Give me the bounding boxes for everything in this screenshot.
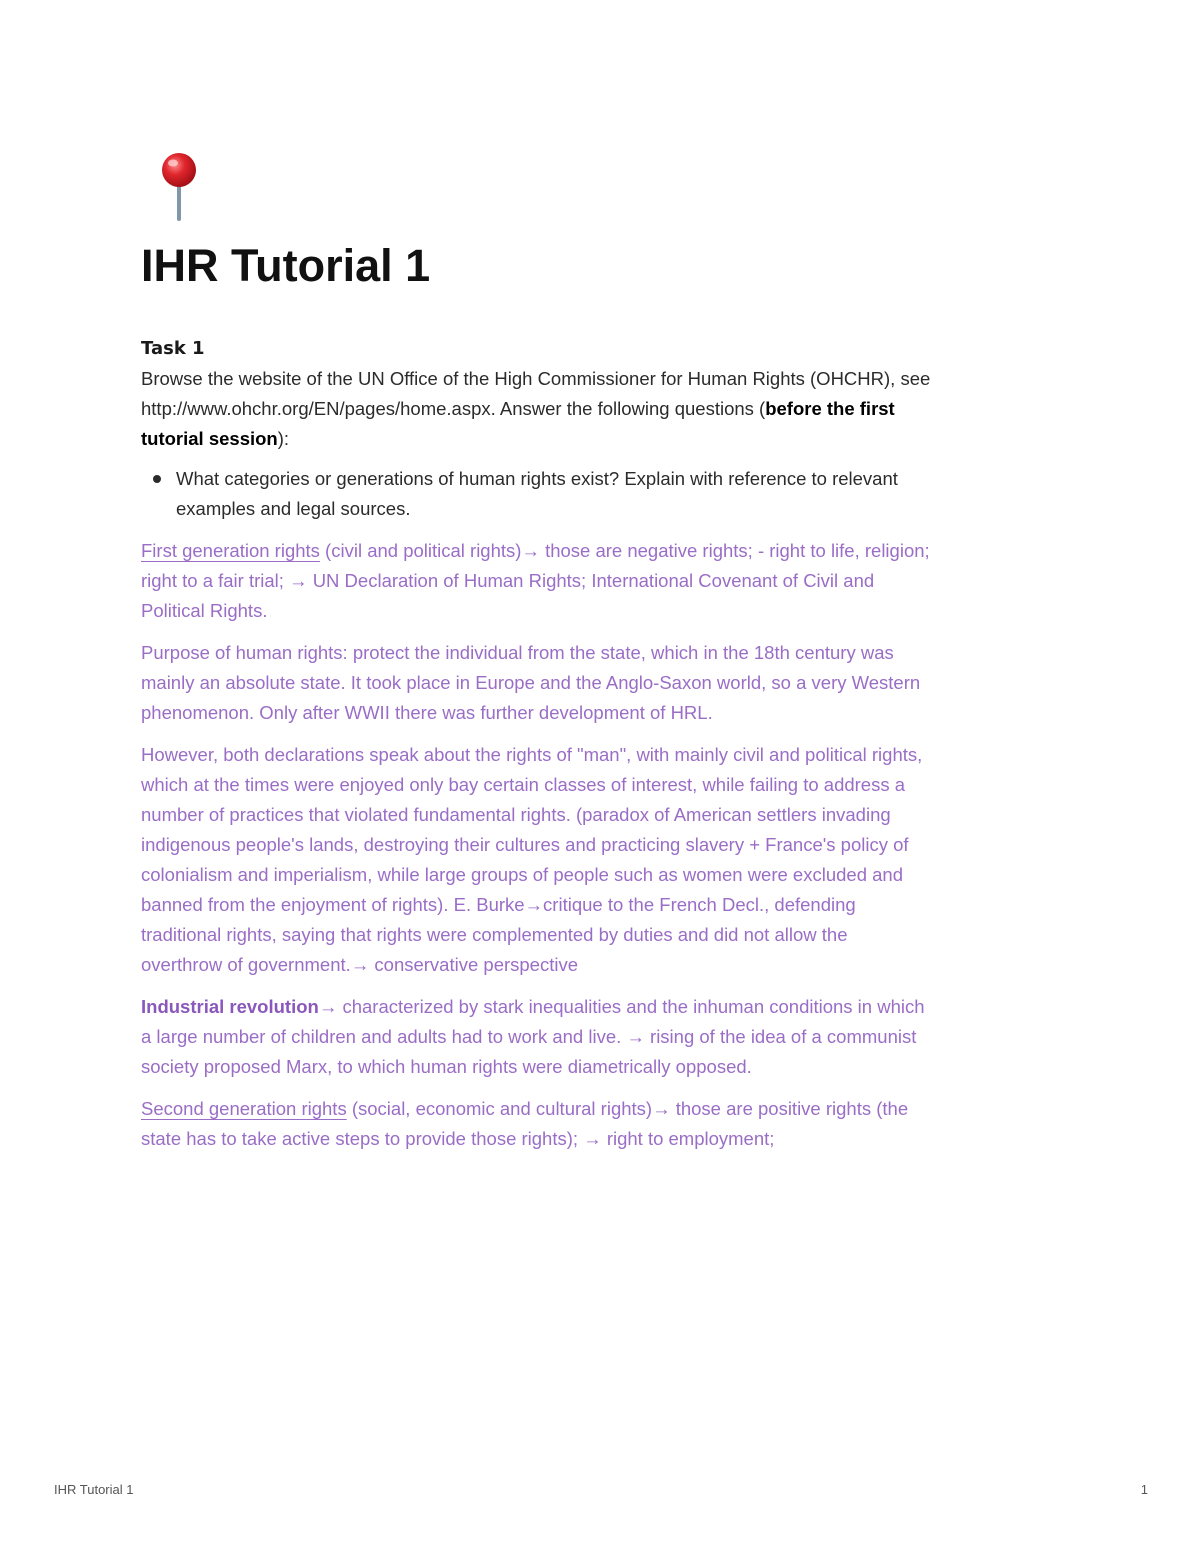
industrial-revolution-text: → characterized by stark inequalities and the inhuman conditions in which a large number of children and adults had to work and live. → rising of the idea of a communist society proposed Marx, to which human rights were diametrically opposed. bbox=[141, 996, 925, 1077]
question-text: What categories or generations of human rights exist? Explain with reference to relevant examples and legal sources. bbox=[176, 468, 898, 519]
bullet-icon bbox=[153, 475, 161, 483]
pushpin-icon bbox=[141, 148, 221, 224]
second-generation-text: (social, economic and cultural rights)→ those are positive rights (the state has to take active steps to provide those rights); → right to employment; bbox=[141, 1098, 909, 1149]
footer-doc-title: IHR Tutorial 1 bbox=[54, 1482, 134, 1497]
note-industrial-revolution bbox=[141, 992, 931, 1082]
task-intro-emphasis: before the first tutorial session bbox=[141, 398, 895, 449]
first-generation-term: First generation rights bbox=[141, 540, 320, 561]
page-title: IHR Tutorial 1 bbox=[141, 240, 431, 291]
question-item bbox=[141, 464, 931, 524]
note-however: However, both declarations speak about the rights of "man", with mainly civil and political rights, which at the times were enjoyed only bay certain classes of interest, while failing to address a number of practices that violated fundamental rights. (paradox of American settlers invading indigenous people's lands, destroying their cultures and practicing slavery + France's policy of colonialism and imperialism, while large groups of people such as women were excluded and banned from the enjoyment of rights). E. Burke→critique to the French Decl., defending traditional rights, saying that rights were complemented by duties and did not allow the overthrow of government.→ conservative perspective bbox=[141, 744, 923, 975]
task-intro-end: ): bbox=[277, 428, 290, 449]
page-content bbox=[141, 148, 931, 1154]
first-generation-text: (civil and political rights)→ those are negative rights; - right to life, religion; right to a fair trial; → UN Declaration of Human Rights; International Covenant of Civil and Political Rights. bbox=[141, 540, 930, 621]
note-first-generation bbox=[141, 536, 931, 626]
footer-page-number: 1 bbox=[1140, 1482, 1148, 1497]
note-second-generation bbox=[141, 1094, 931, 1154]
question-list bbox=[141, 464, 931, 524]
task-intro bbox=[141, 364, 931, 454]
industrial-revolution-term: Industrial revolution bbox=[141, 996, 319, 1017]
note-purpose: Purpose of human rights: protect the individual from the state, which in the 18th century was mainly an absolute state. It took place in Europe and the Anglo-Saxon world, so a very Western phenomenon. Only after WWII there was further development of HRL. bbox=[141, 642, 921, 723]
task-heading: Task 1 bbox=[141, 338, 205, 359]
second-generation-term: Second generation rights bbox=[141, 1098, 347, 1119]
task-intro-text: Browse the website of the UN Office of the High Commissioner for Human Rights (OHCHR), see http://www.ohchr.org/EN/pages/home.aspx. Answer the following questions ( bbox=[141, 368, 931, 419]
